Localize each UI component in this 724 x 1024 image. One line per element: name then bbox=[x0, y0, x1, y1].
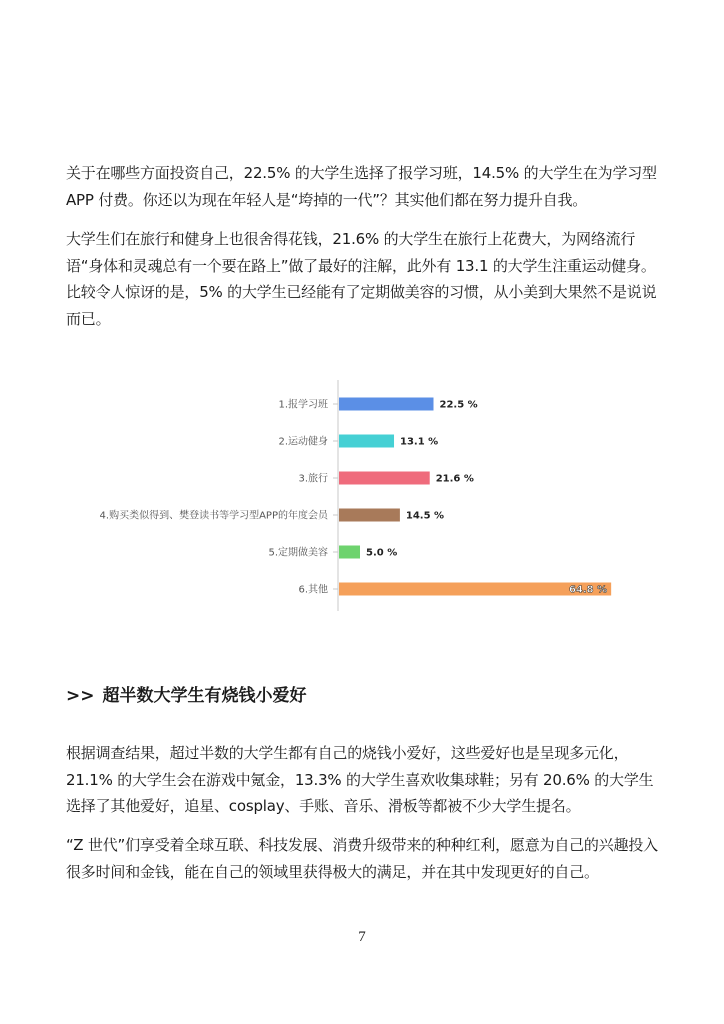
heading-arrows: >> bbox=[66, 686, 95, 706]
chart-bars bbox=[339, 398, 611, 596]
chart-category-label: 3.旅行 bbox=[298, 473, 328, 485]
chart-value-label: 14.5 % bbox=[405, 510, 445, 522]
page-number: 7 bbox=[358, 929, 366, 945]
chart-category-label: 5.定期做美容 bbox=[268, 547, 328, 559]
paragraph-investment: 关于在哪些方面投资自己，22.5% 的大学生选择了报学习班，14.5% 的大学生在为学习型 APP 付费。你还以为现在年轻人是“垮掉的一代”？其实他们都在努力提升自我。 bbox=[66, 164, 657, 209]
chart-bar bbox=[339, 398, 434, 411]
chart-value-label: 64.8 % bbox=[568, 584, 608, 596]
chart-bar bbox=[339, 546, 360, 559]
chart-bar bbox=[339, 472, 430, 485]
chart-category-label: 2.运动健身 bbox=[278, 436, 328, 448]
chart-value-label: 22.5 % bbox=[439, 399, 478, 411]
chart-category-labels bbox=[100, 398, 329, 596]
section-heading bbox=[66, 684, 307, 708]
paragraph-travel-fitness: 大学生们在旅行和健身上也很舍得花钱，21.6% 的大学生在旅行上花费大，为网络流行语“身体和灵魂总有一个要在路上”做了最好的注解，此外有 13.1 的大学生注重运动健身。比较令人惊讶的是，5% 的大学生已经能有了定期做美容的习惯，从小美到大果然不是说说而已。 bbox=[66, 230, 657, 328]
chart-bar bbox=[339, 435, 394, 448]
chart-bar bbox=[339, 509, 400, 522]
chart-value-labels bbox=[366, 400, 607, 596]
heading-title: 超半数大学生有烧钱小爱好 bbox=[102, 686, 307, 706]
paragraph-hobbies: 根据调查结果，超过半数的大学生都有自己的烧钱小爱好，这些爱好也是呈现多元化，21.1% 的大学生会在游戏中氪金，13.3% 的大学生喜欢收集球鞋；另有 20.6% 的大学生选择了其他爱好，追星、cosplay、手账、音乐、滑板等都被不少大学生提名。 bbox=[66, 744, 654, 815]
bar-chart bbox=[60, 372, 660, 612]
chart-value-label: 13.1 % bbox=[400, 436, 439, 448]
chart-ticks bbox=[333, 404, 338, 589]
chart-category-label: 4.购买类似得到、樊登读书等学习型APP的年度会员 bbox=[99, 510, 328, 522]
chart-category-label: 6.其他 bbox=[298, 584, 328, 596]
chart-category-label: 1.报学习班 bbox=[278, 399, 328, 411]
chart-value-label: 5.0 % bbox=[366, 547, 398, 559]
chart-value-label: 21.6 % bbox=[435, 473, 474, 485]
paragraph-gen-z: “Z 世代”们享受着全球互联、科技发展、消费升级带来的种种红利，愿意为自己的兴趣投入很多时间和金钱，能在自己的领域里获得极大的满足，并在其中发现更好的自己。 bbox=[66, 836, 658, 881]
